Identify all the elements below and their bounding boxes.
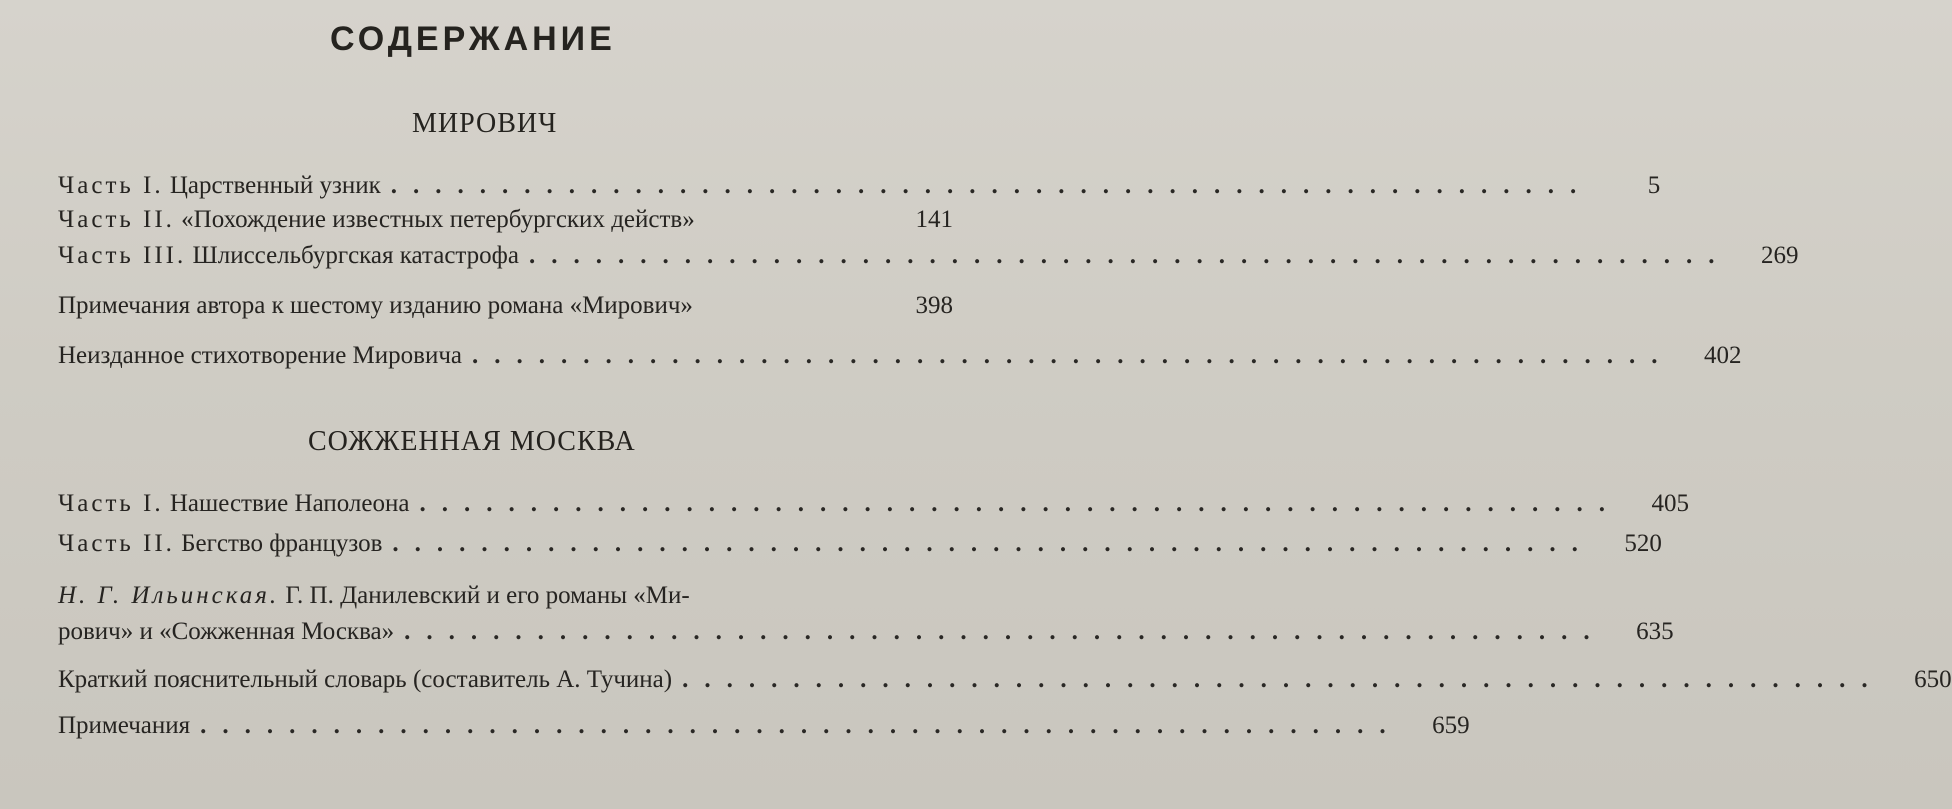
toc-entry: [58, 172, 1661, 200]
entry-title: Нашествие Наполеона: [169, 490, 410, 517]
toc-entry: [58, 712, 1470, 740]
toc-entry: [58, 292, 953, 320]
toc-entry: [58, 242, 1799, 270]
page-number: 141: [915, 206, 953, 233]
part-label: Часть I.: [58, 490, 164, 517]
toc-entry-essay: [58, 582, 1674, 646]
entry-title: Примечания: [58, 712, 191, 739]
essay-title-line2: рович» и «Сожженная Москва»: [58, 618, 395, 645]
essay-title-line1: Г. П. Данилевский и его романы «Ми-: [285, 582, 690, 609]
entry-title: Краткий пояснительный словарь (составитель А. Тучина): [58, 666, 673, 693]
toc-entry: [58, 342, 1742, 370]
dot-leader: ......................................................: [392, 530, 1594, 557]
entry-title: Бегство французов: [181, 530, 383, 557]
contents-title: СОДЕРЖАНИЕ: [330, 20, 616, 58]
page-number: 402: [1704, 342, 1742, 369]
page-number: 405: [1651, 490, 1689, 517]
entry-title: Шлиссельбургская катастрофа: [192, 242, 519, 269]
part-label: Часть I.: [58, 172, 164, 199]
dot-leader: ......................................................: [390, 172, 1593, 199]
toc-entry: [58, 530, 1662, 558]
page-number: 398: [915, 292, 953, 319]
page-number: 650: [1914, 666, 1952, 693]
toc-entry: [58, 666, 1952, 694]
page-number: 269: [1760, 242, 1799, 269]
entry-title: Царственный узник: [169, 172, 381, 199]
dot-leader: ......................................................: [419, 490, 1621, 517]
dot-leader: ......................................................: [404, 618, 1606, 645]
toc-entry: [58, 206, 953, 234]
dot-leader: ......................................................: [682, 666, 1884, 693]
dot-leader: ......................................................: [472, 342, 1674, 369]
page-number: 520: [1624, 530, 1662, 557]
part-label: Часть III.: [58, 242, 187, 269]
entry-title: Неизданное стихотворение Мировича: [58, 342, 463, 369]
page-number: 5: [1647, 172, 1661, 199]
section-title-moscow: СОЖЖЕННАЯ МОСКВА: [308, 426, 636, 457]
page-number: 659: [1432, 712, 1470, 739]
entry-title: Примечания автора к шестому изданию романа «Мирович»: [58, 292, 693, 319]
toc-entry: [58, 490, 1689, 518]
page-number: 635: [1636, 618, 1674, 645]
dot-leader: ......................................................: [200, 712, 1402, 739]
section-title-mirovich: МИРОВИЧ: [412, 108, 558, 139]
essay-author: Н. Г. Ильинская.: [58, 582, 280, 609]
entry-title: «Похождение известных петербургских действ»: [181, 206, 695, 233]
part-label: Часть II.: [58, 530, 175, 557]
part-label: Часть II.: [58, 206, 175, 233]
dot-leader: ......................................................: [528, 242, 1731, 269]
